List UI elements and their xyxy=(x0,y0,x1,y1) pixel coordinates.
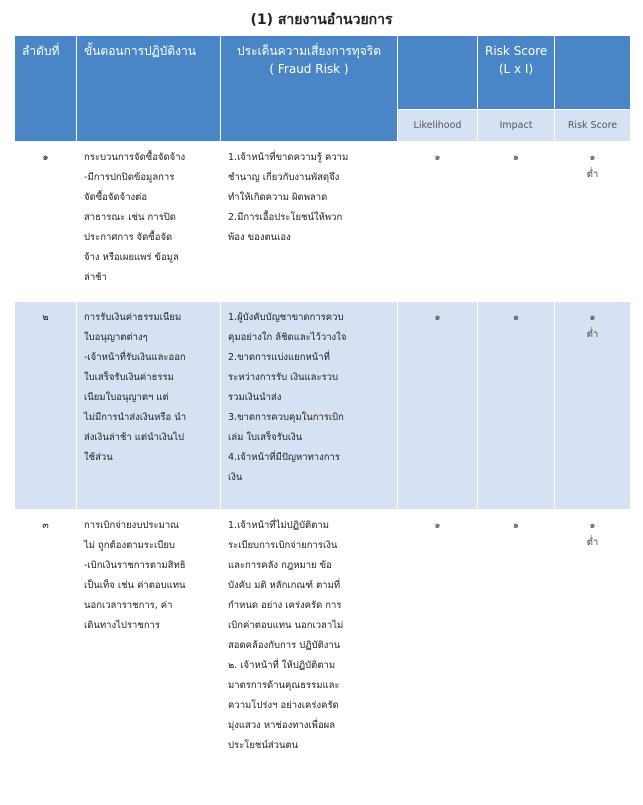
cell-impact: ๑ xyxy=(478,142,555,302)
cell-likelihood: ๑ xyxy=(398,510,478,778)
risk-line: สอดคล้องกับการ ปฏิบัติงาน xyxy=(228,640,341,651)
risk-line: 3.ขาดการควบคุมในการเบิก xyxy=(228,412,344,423)
col-header-blank-2 xyxy=(555,36,631,110)
cell-risk xyxy=(221,142,398,302)
risk-line: กำหนด อย่าง เคร่งครัด การ xyxy=(228,600,342,611)
risk-line: และการคลัง กฎหมาย ข้อ xyxy=(228,560,332,571)
col-header-no: ลำดับที่ xyxy=(15,36,77,142)
process-line: ไม่มีการนำส่งเงินหรือ นำ xyxy=(84,412,187,423)
risk-line: ชำนาญ เกี่ยวกับงานพัสดุจึง xyxy=(228,172,340,183)
risk-line: ทำให้เกิดความ ผิดพลาด xyxy=(228,192,328,203)
cell-process xyxy=(77,302,221,510)
process-line: เนียมใบอนุญาตฯ แต่ xyxy=(84,392,169,403)
risk-line: ระเบียบการเบิกจ่ายการเงิน xyxy=(228,540,338,551)
risk-line: พ้อง ของตนเอง xyxy=(228,232,291,243)
risk-level-label: ต่ำ xyxy=(586,329,599,340)
sub-header-impact: Impact xyxy=(478,110,555,142)
process-line: ล่าช้า xyxy=(84,272,107,283)
risk-line: 2.มีการเอื้อประโยชน์ให้พวก xyxy=(228,212,343,223)
cell-no: ๓ xyxy=(15,510,77,778)
header-row xyxy=(15,36,631,110)
risk-line: 2.ขาดการแบ่งแยกหน้าที่ xyxy=(228,352,330,363)
risk-level-label: ต่ำ xyxy=(586,169,599,180)
risk-line: รวมเงินนำส่ง xyxy=(228,392,282,403)
process-line: -เบิกเงินราชการตามสิทธิ xyxy=(84,560,186,571)
col-header-score-line2: (L x I) xyxy=(498,62,534,76)
cell-no: ๑ xyxy=(15,142,77,302)
process-line: ใช้ส่วน xyxy=(84,452,113,463)
fraud-risk-table xyxy=(14,35,631,778)
process-line: การเบิกจ่ายงบประมาณ xyxy=(84,520,179,531)
process-line: ไม่ ถูกต้องตามระเบียบ xyxy=(84,540,175,551)
cell-risk xyxy=(221,302,398,510)
col-header-risk-line2: ( Fraud Risk ) xyxy=(269,62,349,76)
risk-line: 1.เจ้าหน้าที่ไม่ปฏิบัติตาม xyxy=(228,520,329,531)
risk-line: 1.ผู้บังคับบัญชาขาดการควบ xyxy=(228,312,344,323)
risk-score-value: ๑ xyxy=(589,520,596,531)
process-line: ใบเสร็จรับเงินค่าธรรม xyxy=(84,372,174,383)
risk-level-label: ต่ำ xyxy=(586,537,599,548)
process-line: กระบวนการจัดซื้อจัดจ้าง xyxy=(84,152,186,163)
process-line: ใบอนุญาตต่างๆ xyxy=(84,332,148,343)
page-title: (1) สายงานอำนวยการ xyxy=(250,12,393,28)
cell-risk-score xyxy=(555,142,631,302)
process-line: เดินทางไปราชการ xyxy=(84,620,161,631)
col-header-risk-line1: ประเด็นความเสี่ยงการทุจริต xyxy=(237,44,381,58)
col-header-risk xyxy=(221,36,398,142)
risk-score-value: ๑ xyxy=(589,152,596,163)
cell-risk xyxy=(221,510,398,778)
risk-line: คุมอย่างใก ล้ชิดและไว้วางใจ xyxy=(228,332,347,343)
table-row xyxy=(15,302,631,510)
cell-impact: ๑ xyxy=(478,510,555,778)
cell-likelihood: ๑ xyxy=(398,302,478,510)
process-line: นอกเวลาราชการ, ค่า xyxy=(84,600,173,611)
risk-line: 4.เจ้าหน้าที่มีปัญหาทางการ xyxy=(228,452,340,463)
risk-line: 1.เจ้าหน้าที่ขาดความรู้ ความ xyxy=(228,152,349,163)
risk-line: ๒. เจ้าหน้าที่ ให้ปฏิบัติตาม xyxy=(228,660,336,671)
cell-likelihood: ๑ xyxy=(398,142,478,302)
risk-line: มาตรการด้านคุณธรรมและ xyxy=(228,680,340,691)
process-line: ส่งเงินล่าช้า แต่นำเงินไป xyxy=(84,432,185,443)
process-line: สาธารณะ เช่น การปิด xyxy=(84,212,176,223)
cell-process xyxy=(77,510,221,778)
table-row xyxy=(15,510,631,778)
process-line: เป็นเท็จ เช่น ค่าตอบแทน xyxy=(84,580,186,591)
cell-risk-score xyxy=(555,302,631,510)
process-line: จ้าง หรือเผยแพร่ ข้อมูล xyxy=(84,252,179,263)
col-header-process: ขั้นตอนการปฏิบัติงาน xyxy=(77,36,221,142)
risk-line: ประโยชน์ส่วนตน xyxy=(228,740,299,751)
cell-risk-score xyxy=(555,510,631,778)
process-line: การรับเงินค่าธรรมเนียม xyxy=(84,312,182,323)
risk-score-value: ๑ xyxy=(589,312,596,323)
process-line: -มีการปกปิดข้อมูลการ xyxy=(84,172,175,183)
risk-line: เบิกค่าตอบแทน นอกเวลาไม่ xyxy=(228,620,344,631)
process-line: ประกาศการ จัดซื้อจัด xyxy=(84,232,173,243)
col-header-score xyxy=(478,36,555,110)
risk-line: เงิน xyxy=(228,472,243,483)
cell-impact: ๑ xyxy=(478,302,555,510)
process-line: จัดซื้อจัดจ้างต่อ xyxy=(84,192,148,203)
sub-header-risk-score: Risk Score xyxy=(555,110,631,142)
risk-line: บังคับ มติ หลักเกณฑ์ ตามที่ xyxy=(228,580,341,591)
cell-no: ๒ xyxy=(15,302,77,510)
process-line: -เจ้าหน้าที่รับเงินและออก xyxy=(84,352,186,363)
cell-process xyxy=(77,142,221,302)
risk-line: ระหว่างการรับ เงินและรวบ xyxy=(228,372,339,383)
risk-line: เล่ม ใบเสร็จรับเงิน xyxy=(228,432,303,443)
risk-line: ความโปร่งฯ อย่างเคร่งครัด xyxy=(228,700,339,711)
col-header-score-line1: Risk Score xyxy=(485,44,548,58)
risk-line: มุ่งแสวง หาช่องทางเพื่อผล xyxy=(228,720,336,731)
table-row xyxy=(15,142,631,302)
sub-header-likelihood: Likelihood xyxy=(398,110,478,142)
col-header-blank xyxy=(398,36,478,110)
